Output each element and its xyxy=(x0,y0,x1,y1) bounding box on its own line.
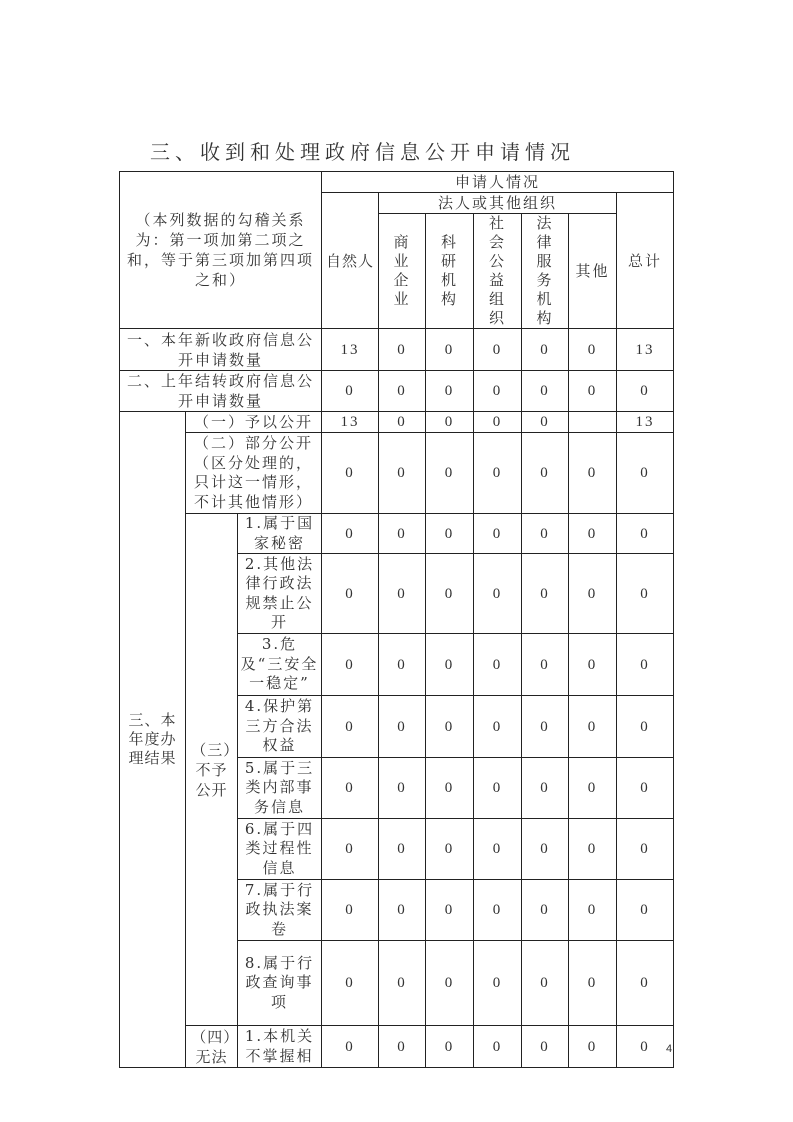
value-cell: 0 xyxy=(522,514,569,554)
value-cell: 0 xyxy=(617,819,674,880)
row-label xyxy=(238,941,322,1026)
row-label xyxy=(120,329,322,371)
value-cell: 0 xyxy=(426,412,474,433)
value-cell: 0 xyxy=(617,634,674,696)
row-label xyxy=(238,1026,322,1068)
value-cell: 0 xyxy=(474,514,522,554)
value-cell: 0 xyxy=(617,880,674,941)
unable-label: （四）无法 xyxy=(191,1027,232,1066)
row-label-text: 二、上年结转政府信息公开申请数量 xyxy=(126,372,314,410)
commercial-header-text: 商业企业 xyxy=(393,233,411,308)
row-label-text: 5.属于三类内部事务信息 xyxy=(244,758,315,816)
commercial-header xyxy=(379,214,426,329)
row-label-text: 6.属于四类过程性信息 xyxy=(244,819,315,877)
row-label xyxy=(238,696,322,758)
value-cell: 0 xyxy=(426,329,474,371)
value-cell: 0 xyxy=(322,554,379,634)
value-cell: 0 xyxy=(426,433,474,514)
row-label xyxy=(238,758,322,819)
value-cell: 0 xyxy=(426,880,474,941)
value-cell: 13 xyxy=(322,412,379,433)
value-cell: 0 xyxy=(474,433,522,514)
value-cell: 0 xyxy=(569,329,617,371)
value-cell: 0 xyxy=(426,371,474,412)
legal-service-header-text: 法律服务机构 xyxy=(536,214,554,327)
table-row xyxy=(120,329,674,371)
value-cell: 0 xyxy=(522,758,569,819)
row-label xyxy=(186,433,322,514)
value-cell: 0 xyxy=(379,634,426,696)
value-cell: 0 xyxy=(617,554,674,634)
value-cell: 0 xyxy=(379,514,426,554)
value-cell: 0 xyxy=(322,634,379,696)
value-cell: 0 xyxy=(379,329,426,371)
value-cell: 13 xyxy=(617,412,674,433)
row-label xyxy=(238,880,322,941)
value-cell: 0 xyxy=(474,1026,522,1068)
other-header: 其他 xyxy=(569,214,617,329)
value-cell: 0 xyxy=(322,819,379,880)
value-cell: 0 xyxy=(322,371,379,412)
value-cell: 0 xyxy=(617,514,674,554)
value-cell: 0 xyxy=(474,329,522,371)
value-cell: 0 xyxy=(617,758,674,819)
value-cell: 0 xyxy=(569,941,617,1026)
natural-person-header: 自然人 xyxy=(322,193,379,329)
value-cell: 0 xyxy=(426,696,474,758)
value-cell: 0 xyxy=(379,880,426,941)
row-label-text: 一、本年新收政府信息公开申请数量 xyxy=(126,330,314,369)
value-cell: 0 xyxy=(322,880,379,941)
value-cell: 0 xyxy=(569,554,617,634)
table-row xyxy=(120,371,674,412)
corner-note: （本列数据的勾稽关系为：第一项加第二项之和，等于第三项加第四项之和） xyxy=(126,211,314,289)
row-label-text: 7.属于行政执法案卷 xyxy=(244,880,315,938)
row-label-text: 1.本机关不掌握相 xyxy=(244,1027,315,1065)
value-cell: 0 xyxy=(474,758,522,819)
value-cell: 0 xyxy=(379,554,426,634)
value-cell: 0 xyxy=(569,371,617,412)
value-cell: 0 xyxy=(569,514,617,554)
value-cell xyxy=(569,412,617,433)
row-label: （一）予以公开 xyxy=(186,412,322,433)
section-title: 三、收到和处理政府信息公开申请情况 xyxy=(150,140,575,164)
value-cell: 13 xyxy=(322,329,379,371)
value-cell: 0 xyxy=(379,819,426,880)
value-cell: 0 xyxy=(522,819,569,880)
results-label-cell xyxy=(120,412,186,1068)
value-cell: 0 xyxy=(569,819,617,880)
value-cell: 0 xyxy=(474,634,522,696)
value-cell: 0 xyxy=(522,880,569,941)
value-cell: 0 xyxy=(426,941,474,1026)
social-welfare-header-text: 社会公益组织 xyxy=(488,214,506,327)
row-label xyxy=(238,819,322,880)
value-cell: 0 xyxy=(617,941,674,1026)
value-cell: 0 xyxy=(426,514,474,554)
value-cell: 0 xyxy=(569,634,617,696)
value-cell: 0 xyxy=(474,412,522,433)
social-welfare-header xyxy=(474,214,522,329)
value-cell: 0 xyxy=(522,329,569,371)
value-cell: 0 xyxy=(322,941,379,1026)
research-header xyxy=(426,214,474,329)
table-row xyxy=(120,514,674,554)
value-cell: 0 xyxy=(322,1026,379,1068)
row-label xyxy=(238,554,322,634)
value-cell: 0 xyxy=(474,941,522,1026)
value-cell: 0 xyxy=(426,1026,474,1068)
value-cell: 0 xyxy=(426,758,474,819)
value-cell: 0 xyxy=(474,371,522,412)
value-cell: 0 xyxy=(379,433,426,514)
value-cell: 0 xyxy=(522,554,569,634)
value-cell: 0 xyxy=(322,433,379,514)
value-cell: 0 xyxy=(322,758,379,819)
value-cell: 0 xyxy=(426,634,474,696)
value-cell: 13 xyxy=(617,329,674,371)
value-cell: 0 xyxy=(322,696,379,758)
value-cell: 0 xyxy=(522,634,569,696)
legal-service-header xyxy=(522,214,569,329)
value-cell: 0 xyxy=(379,412,426,433)
table-row xyxy=(120,433,674,514)
info-disclosure-table xyxy=(119,171,674,1068)
not-disclosed-label-cell xyxy=(186,514,238,1026)
value-cell: 0 xyxy=(617,1026,674,1068)
legal-or-other-header: 法人或其他组织 xyxy=(379,193,617,214)
unable-label-cell xyxy=(186,1026,238,1068)
value-cell: 0 xyxy=(474,880,522,941)
row-label xyxy=(120,371,322,412)
value-cell: 0 xyxy=(569,758,617,819)
value-cell: 0 xyxy=(569,880,617,941)
value-cell: 0 xyxy=(379,1026,426,1068)
not-disclosed-label: （三）不予公开 xyxy=(191,740,232,799)
value-cell: 0 xyxy=(379,696,426,758)
applicant-situation-header: 申请人情况 xyxy=(322,172,674,193)
value-cell: 0 xyxy=(569,696,617,758)
row-label-text: 8.属于行政查询事项 xyxy=(244,953,315,1011)
value-cell: 0 xyxy=(617,371,674,412)
value-cell: 0 xyxy=(522,1026,569,1068)
row-label-text: 3.危及“三安全一稳定” xyxy=(240,635,319,693)
value-cell: 0 xyxy=(522,371,569,412)
row-label xyxy=(238,514,322,554)
value-cell: 0 xyxy=(522,696,569,758)
value-cell: 0 xyxy=(474,819,522,880)
value-cell: 0 xyxy=(474,554,522,634)
research-header-text: 科研机构 xyxy=(440,233,458,308)
results-label: 三、本年度办理结果 xyxy=(128,711,177,767)
value-cell: 0 xyxy=(474,696,522,758)
value-cell: 0 xyxy=(617,696,674,758)
value-cell: 0 xyxy=(617,433,674,514)
table-row xyxy=(120,412,674,433)
value-cell: 0 xyxy=(379,371,426,412)
value-cell: 0 xyxy=(379,941,426,1026)
value-cell: 0 xyxy=(569,1026,617,1068)
value-cell: 0 xyxy=(569,433,617,514)
row-label xyxy=(238,634,322,696)
total-header: 总计 xyxy=(617,193,674,329)
value-cell: 0 xyxy=(522,433,569,514)
row-label-text: 4.保护第三方合法权益 xyxy=(244,697,315,755)
row-label-text: （二）部分公开（区分处理的，只计这一情形，不计其他情形） xyxy=(193,434,313,511)
row-label-text: 2.其他法律行政法规禁止公开 xyxy=(244,554,315,631)
value-cell: 0 xyxy=(322,514,379,554)
page-number: 4 xyxy=(666,1043,673,1055)
row-label-text: 1.属于国家秘密 xyxy=(244,514,315,552)
value-cell: 0 xyxy=(379,758,426,819)
value-cell: 0 xyxy=(426,819,474,880)
table-row xyxy=(120,1026,674,1068)
corner-note-cell xyxy=(120,172,322,329)
value-cell: 0 xyxy=(522,412,569,433)
value-cell: 0 xyxy=(522,941,569,1026)
value-cell: 0 xyxy=(426,554,474,634)
